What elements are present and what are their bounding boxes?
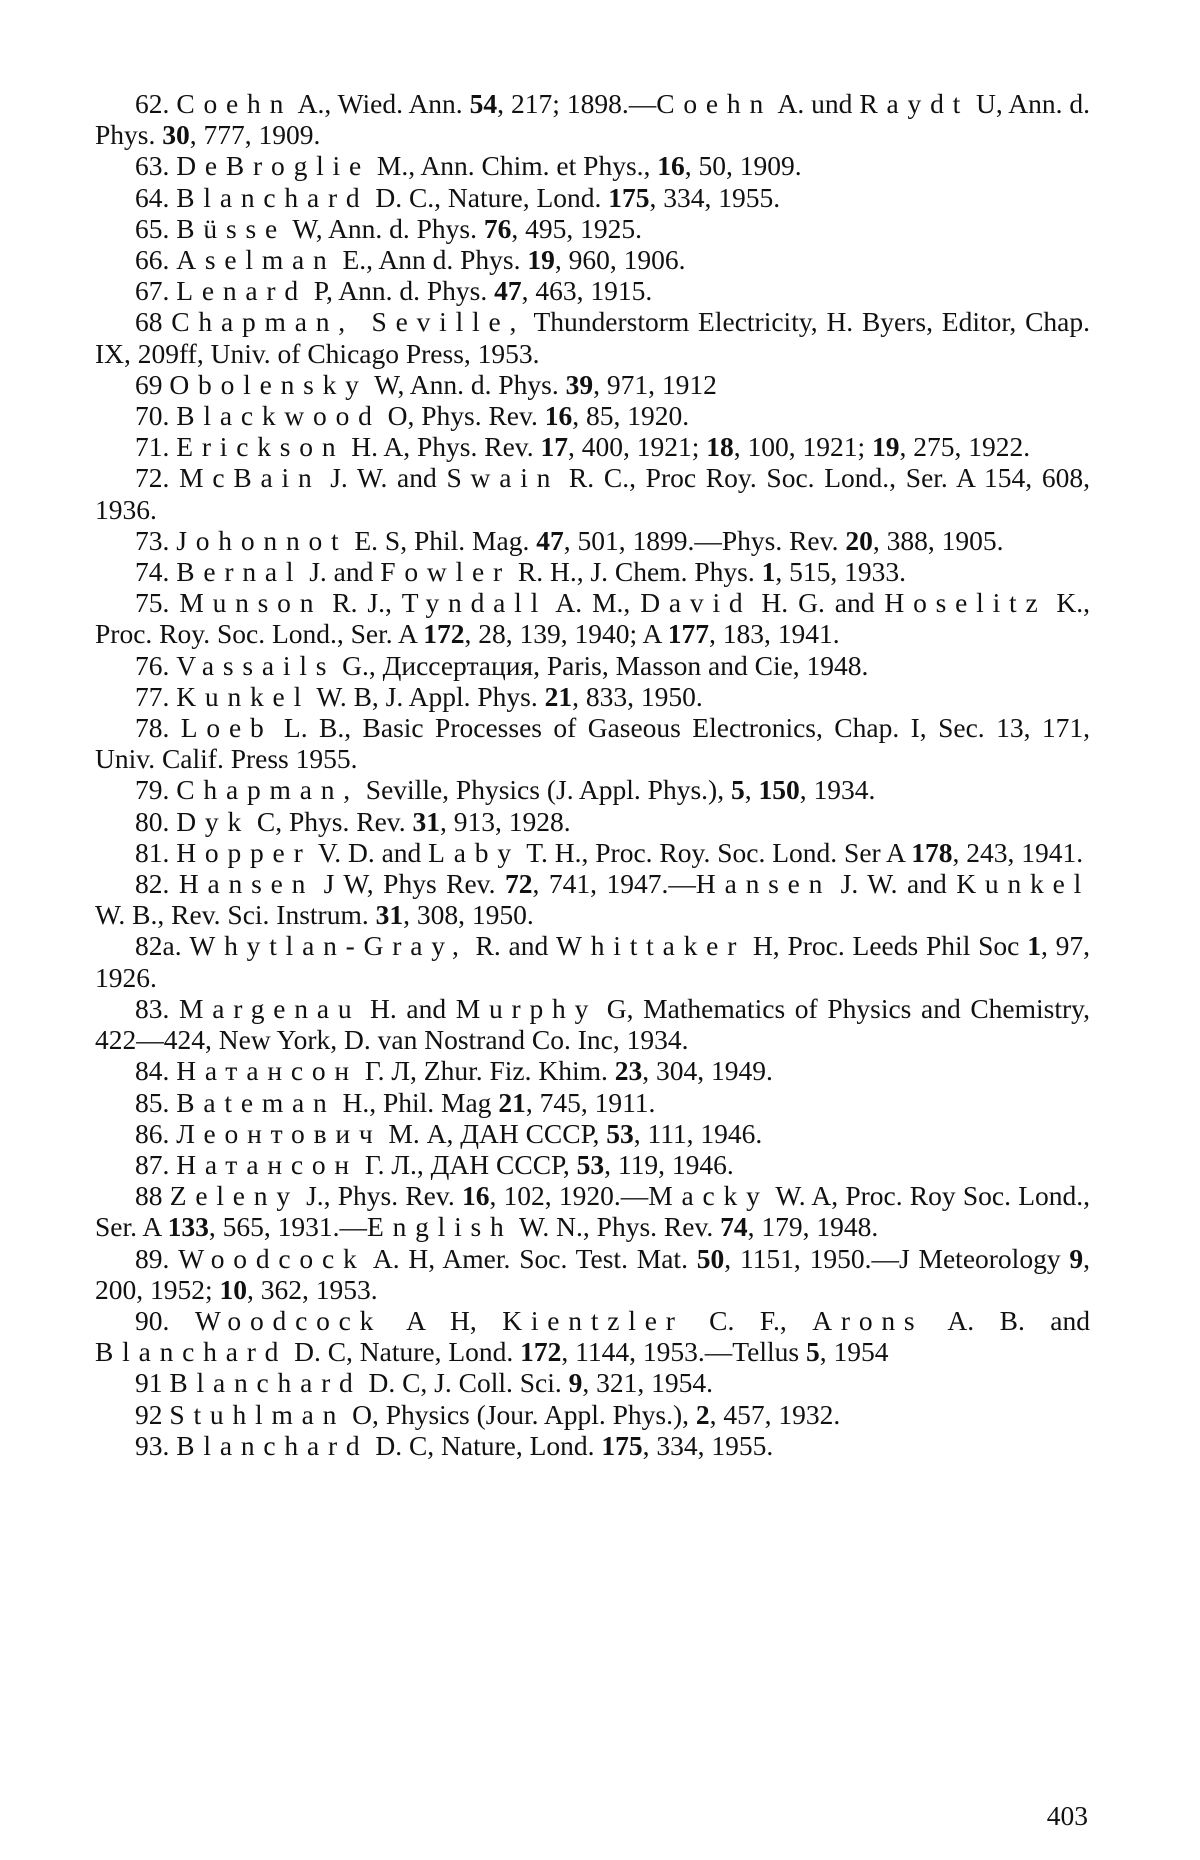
reference-text: W, Ann. d. Phys. (285, 212, 484, 244)
author-name: Büsse (176, 212, 286, 244)
reference-text: J., Phys. Rev. (298, 1180, 462, 1212)
author-name: Stuhlman (169, 1398, 346, 1430)
volume-number: 50 (696, 1242, 725, 1274)
reference-text: 89. (135, 1242, 179, 1274)
reference-text: 62. (135, 88, 177, 119)
reference-entry (95, 1305, 1090, 1367)
volume-number: 178 (911, 836, 953, 868)
volume-number: 172 (423, 618, 465, 650)
volume-number: 53 (576, 1148, 605, 1180)
author-name: Blanchard (169, 1367, 362, 1399)
reference-text: W. B., Rev. Sci. Instrum. (95, 899, 376, 931)
reference-text: 69 (135, 368, 170, 400)
reference-text: 75. (135, 587, 180, 619)
reference-text: L. B., Basic Processes of Gaseous Electronics, Chap. I, Sec. 13, 171, Univ. Calif. Press 1955. (95, 712, 1090, 775)
volume-number: 23 (614, 1055, 643, 1087)
reference-text: , 745, 1911. (525, 1086, 656, 1118)
volume-number: 21 (498, 1086, 526, 1118)
reference-text: D. C., Nature, Lond. (368, 181, 609, 213)
reference-text: , 217; 1898.— (497, 88, 657, 119)
reference-text: W. B, J. Appl. Phys. (310, 680, 545, 712)
reference-text: A. B. and (923, 1304, 1091, 1336)
reference-entry (95, 1180, 1090, 1242)
reference-text: O, Phys. Rev. (380, 400, 545, 432)
volume-number: 177 (667, 618, 709, 650)
reference-text: , 495, 1925. (511, 212, 642, 244)
reference-text: O, Physics (Jour. Appl. Phys.), (345, 1398, 696, 1430)
page-number: 403 (1046, 1800, 1088, 1831)
author-name: Blackwood (176, 400, 381, 432)
reference-text: , 85, 1920. (572, 400, 690, 432)
reference-entry (95, 868, 1090, 930)
volume-number: 16 (657, 150, 685, 182)
volume-number: 74 (720, 1211, 748, 1243)
reference-text: 90. (135, 1304, 195, 1336)
author-name: Munson (179, 587, 323, 619)
reference-entry (95, 400, 1090, 431)
author-name: Леонтович (176, 1117, 382, 1149)
reference-entry (95, 774, 1090, 805)
reference-text: A. und (772, 88, 860, 119)
volume-number: 9 (568, 1367, 583, 1399)
volume-number: 53 (606, 1117, 634, 1149)
reference-text: М. А, ДАН СССР, (381, 1117, 607, 1149)
reference-text: J. W. and (831, 868, 957, 900)
reference-text: A. H, Amer. Soc. Test. Mat. (365, 1242, 697, 1274)
reference-text: , 111, 1946. (633, 1117, 763, 1149)
volume-number: 19 (872, 431, 900, 463)
reference-text: 66. (135, 244, 177, 276)
reference-text: 72. (135, 462, 180, 494)
reference-text: D. C, J. Coll. Sci. (361, 1367, 569, 1399)
reference-text: C, Phys. Rev. (250, 805, 413, 837)
volume-number: 31 (412, 805, 440, 837)
reference-entry (95, 182, 1090, 213)
reference-entry (95, 1118, 1090, 1149)
author-name: Hoselitz (884, 587, 1047, 619)
reference-text: , 183, 1941. (708, 618, 840, 650)
reference-text: , (744, 774, 759, 806)
reference-text: , 913, 1928. (440, 805, 571, 837)
reference-text: Seville, Physics (J. Appl. Phys.), (358, 774, 731, 806)
reference-text: , 501, 1899.—Phys. Rev. (563, 524, 846, 556)
reference-text: D. C, Nature, Lond. (368, 1429, 602, 1461)
volume-number: 5 (730, 774, 745, 806)
reference-text: 70. (135, 400, 177, 432)
author-name: English (366, 1211, 513, 1243)
volume-number: 2 (695, 1398, 710, 1430)
reference-text: 82a. (135, 930, 190, 962)
author-name: McBain (179, 462, 321, 494)
reference-text: 76. (135, 649, 177, 681)
author-name: Натансон (176, 1055, 358, 1087)
reference-text: H. A, Phys. Rev. (344, 431, 541, 463)
volume-number: 16 (544, 400, 573, 432)
author-name: Bernal (176, 556, 303, 588)
reference-entry (95, 806, 1090, 837)
reference-text: 79. (135, 774, 177, 806)
reference-text: Thunderstorm Electricity, H. Byers, Editor, Chap. IX, 209ff, Univ. of Chicago Press, 1953. (95, 306, 1090, 369)
reference-text: , 463, 1915. (521, 275, 653, 307)
author-name: Laby (428, 836, 520, 868)
reference-text: , 400, 1921; (568, 431, 707, 463)
author-name: Obolensky (169, 368, 368, 400)
author-name: Lenard (176, 275, 307, 307)
reference-entry (95, 587, 1090, 649)
author-name: Coehn (656, 88, 773, 119)
reference-text: , 100, 1921; (733, 431, 873, 463)
volume-number: 72 (505, 868, 533, 900)
reference-text: G., Диссертация, Paris, Masson and Cie, 1948. (335, 649, 869, 681)
reference-text: 63. (135, 150, 177, 182)
volume-number: 18 (706, 431, 734, 463)
volume-number: 1 (1027, 930, 1041, 962)
author-name: Swain (446, 462, 560, 494)
reference-entry (95, 1367, 1090, 1398)
reference-text: W. N., Phys. Rev. (512, 1211, 721, 1243)
volume-number: 175 (601, 1429, 643, 1461)
reference-text: H. G. and (751, 587, 885, 619)
reference-text: , 321, 1954. (582, 1367, 714, 1399)
reference-text: , 334, 1955. (649, 181, 781, 213)
reference-text: A H, (382, 1304, 503, 1336)
reference-text: E. S, Phil. Mag. (347, 524, 537, 556)
reference-entry (95, 1430, 1090, 1461)
reference-text: , 97, 1926. (95, 930, 1090, 993)
author-name: Kunkel (956, 868, 1091, 900)
reference-text: G, Mathematics of Physics and Chemistry, 422—424, New York, D. van Nostrand Co. Inc, 1934. (95, 992, 1090, 1056)
reference-text: , 1934. (799, 774, 876, 806)
reference-text: 77. (135, 680, 177, 712)
reference-text: R. J., (322, 587, 402, 619)
reference-text: , 515, 1933. (775, 556, 906, 588)
reference-text: J. and (302, 556, 381, 588)
reference-entry (95, 837, 1090, 868)
reference-text: D. C, Nature, Lond. (287, 1336, 521, 1368)
reference-text: , 741, 1947.— (532, 868, 696, 900)
reference-text: K., Proc. Roy. Soc. Lond., Ser. A (95, 587, 1091, 650)
author-name: Bateman (176, 1086, 336, 1118)
author-name: Woodcock (194, 1304, 383, 1336)
reference-text: 86. (135, 1117, 177, 1149)
volume-number: 47 (494, 275, 522, 307)
reference-text: 68 (135, 306, 172, 338)
reference-text: , 28, 139, 1940; A (464, 618, 668, 650)
reference-entry (95, 244, 1090, 275)
reference-text: 82. (135, 868, 179, 900)
volume-number: 5 (805, 1336, 820, 1368)
author-name: Chapman, (176, 774, 359, 806)
author-name: Aselman (176, 244, 336, 276)
reference-text: P, Ann. d. Phys. (306, 275, 495, 307)
volume-number: 9 (1069, 1242, 1084, 1274)
reference-text: , 179, 1948. (747, 1211, 879, 1243)
volume-number: 54 (469, 88, 498, 119)
author-name: Hopper (176, 836, 312, 868)
author-name: Kientzler (502, 1304, 684, 1336)
reference-text: 93. (135, 1429, 177, 1461)
reference-text: 87. (135, 1148, 177, 1180)
reference-text: 81. (135, 836, 177, 868)
reference-text: 73. (135, 524, 177, 556)
reference-text: J. W. and (320, 462, 447, 494)
reference-text: Г. Л., ДАН СССР, (357, 1148, 577, 1180)
author-name: Натансон (176, 1148, 358, 1180)
reference-text: , 362, 1953. (247, 1273, 378, 1305)
reference-text: 85. (135, 1086, 177, 1118)
author-name: Whittaker (556, 930, 746, 962)
author-name: Erickson (176, 431, 345, 463)
reference-text: 84. (135, 1055, 177, 1087)
author-name: Woodcock (178, 1242, 366, 1274)
reference-text: 88 (135, 1180, 170, 1212)
reference-entry (95, 150, 1090, 181)
reference-text: , 275, 1922. (899, 431, 1031, 463)
volume-number: 20 (845, 524, 873, 556)
reference-text: W, Ann. d. Phys. (367, 368, 566, 400)
author-name: Margenau (179, 992, 361, 1024)
reference-text: 71. (135, 431, 177, 463)
reference-entry (95, 369, 1090, 400)
author-name: Fowler (380, 556, 511, 588)
author-name: Blanchard (176, 181, 369, 213)
author-name: Blanchard (95, 1336, 288, 1368)
volume-number: 76 (483, 212, 512, 244)
reference-list (95, 88, 1090, 1461)
volume-number: 10 (219, 1273, 248, 1305)
author-name: DeBroglie (176, 150, 371, 182)
reference-entry (95, 1087, 1090, 1118)
reference-text: A., Wied. Ann. (292, 88, 470, 119)
reference-text: , 308, 1950. (403, 899, 534, 931)
author-name: Whytlan-Gray, (189, 930, 468, 962)
author-name: Blanchard (176, 1429, 369, 1461)
reference-text: , 304, 1949. (642, 1055, 773, 1087)
reference-text: , 243, 1941. (952, 836, 1084, 868)
reference-entry (95, 462, 1090, 524)
reference-entry (95, 275, 1090, 306)
reference-text: , 200, 1952; (95, 1242, 1091, 1305)
volume-number: 133 (167, 1211, 209, 1243)
reference-entry (95, 431, 1090, 462)
author-name: Hansen (178, 868, 315, 900)
reference-text: , 388, 1905. (872, 524, 1004, 556)
reference-text: , 334, 1955. (642, 1429, 774, 1461)
reference-text: 80. (135, 805, 177, 837)
author-name: Johonnot (176, 524, 348, 556)
reference-text: H., Phil. Mag (335, 1086, 499, 1118)
author-name: Zeleny (169, 1180, 299, 1212)
author-name: Coehn (176, 88, 293, 119)
volume-number: 17 (540, 431, 568, 463)
reference-text: H, Proc. Leeds Phil Soc (745, 930, 1028, 962)
volume-number: 47 (536, 524, 564, 556)
reference-text: C. F., (683, 1304, 813, 1336)
reference-text: , 1151, 1950.—J Meteorology (724, 1242, 1070, 1274)
reference-entry (95, 213, 1090, 244)
volume-number: 39 (565, 368, 594, 400)
author-name: Hansen (695, 868, 832, 900)
reference-text: Г. Л, Zhur. Fiz. Khim. (357, 1055, 615, 1087)
author-name: Raydt (859, 88, 970, 119)
author-name: Tyndall (401, 587, 548, 619)
reference-text: 65. (135, 212, 177, 244)
volume-number: 31 (375, 899, 404, 931)
volume-number: 21 (544, 680, 573, 712)
reference-entry (95, 930, 1090, 992)
reference-text: M., Ann. Chim. et Phys., (370, 150, 658, 182)
reference-text: , 102, 1920.— (489, 1180, 649, 1212)
reference-text: , 565, 1931.— (208, 1211, 367, 1243)
volume-number: 150 (758, 774, 800, 806)
reference-text: R. and (467, 930, 556, 962)
reference-text: 67. (135, 275, 177, 307)
reference-text: 74. (135, 556, 177, 588)
reference-text: , 960, 1906. (554, 244, 686, 276)
author-name: Kunkel (176, 680, 311, 712)
reference-entry (95, 556, 1090, 587)
reference-text: E., Ann d. Phys. (335, 244, 528, 276)
author-name: Loeb (180, 712, 273, 744)
reference-text: , 119, 1946. (604, 1148, 734, 1180)
reference-entry (95, 1399, 1090, 1430)
reference-entry (95, 1149, 1090, 1180)
volume-number: 175 (608, 181, 650, 213)
volume-number: 1 (761, 556, 776, 588)
volume-number: 16 (461, 1180, 490, 1212)
reference-text: , 1954 (819, 1336, 889, 1368)
volume-number: 19 (527, 244, 555, 276)
author-name: Vassails (176, 649, 336, 681)
reference-text: V. D. and (311, 836, 429, 868)
author-name: Macky (648, 1180, 769, 1212)
reference-entry (95, 681, 1090, 712)
reference-text: R. C., Proc Roy. Soc. Lond., Ser. A 154, 608, 1936. (95, 462, 1091, 525)
author-name: Chapman, Seville, (171, 306, 526, 338)
reference-text: 92 (135, 1398, 170, 1430)
reference-text: , 971, 1912 (593, 368, 717, 400)
reference-text: , 777, 1909. (189, 119, 321, 151)
reference-text: J W, Phys Rev. (314, 868, 506, 900)
reference-entry (95, 1055, 1090, 1086)
reference-text: H. and (360, 992, 456, 1024)
reference-text: R. H., J. Chem. Phys. (511, 556, 762, 588)
author-name: David (640, 587, 752, 619)
reference-text: 64. (135, 181, 177, 213)
reference-text: , 1144, 1953.—Tellus (561, 1336, 806, 1368)
author-name: Arons (812, 1304, 924, 1336)
reference-text: T. H., Proc. Roy. Soc. Lond. Ser A (519, 836, 912, 868)
reference-entry (95, 88, 1090, 150)
reference-text: W. A, Proc. Roy Soc. Lond., Ser. A (95, 1180, 1091, 1243)
reference-text: , 833, 1950. (572, 680, 703, 712)
reference-text: 83. (135, 992, 179, 1024)
reference-text: 78. (135, 712, 181, 744)
reference-text: U, Ann. d. Phys. (95, 88, 1091, 151)
reference-entry (95, 1243, 1090, 1305)
reference-entry (95, 306, 1090, 368)
reference-entry (95, 525, 1090, 556)
reference-entry (95, 712, 1090, 774)
author-name: Dyk (176, 805, 251, 837)
reference-entry (95, 650, 1090, 681)
volume-number: 172 (520, 1336, 562, 1368)
reference-text: 91 (135, 1367, 170, 1399)
reference-text: A. M., (547, 587, 641, 619)
reference-text: , 50, 1909. (684, 150, 802, 182)
reference-entry (95, 993, 1090, 1055)
author-name: Murphy (455, 992, 598, 1024)
reference-text: , 457, 1932. (709, 1398, 841, 1430)
volume-number: 30 (162, 119, 190, 151)
